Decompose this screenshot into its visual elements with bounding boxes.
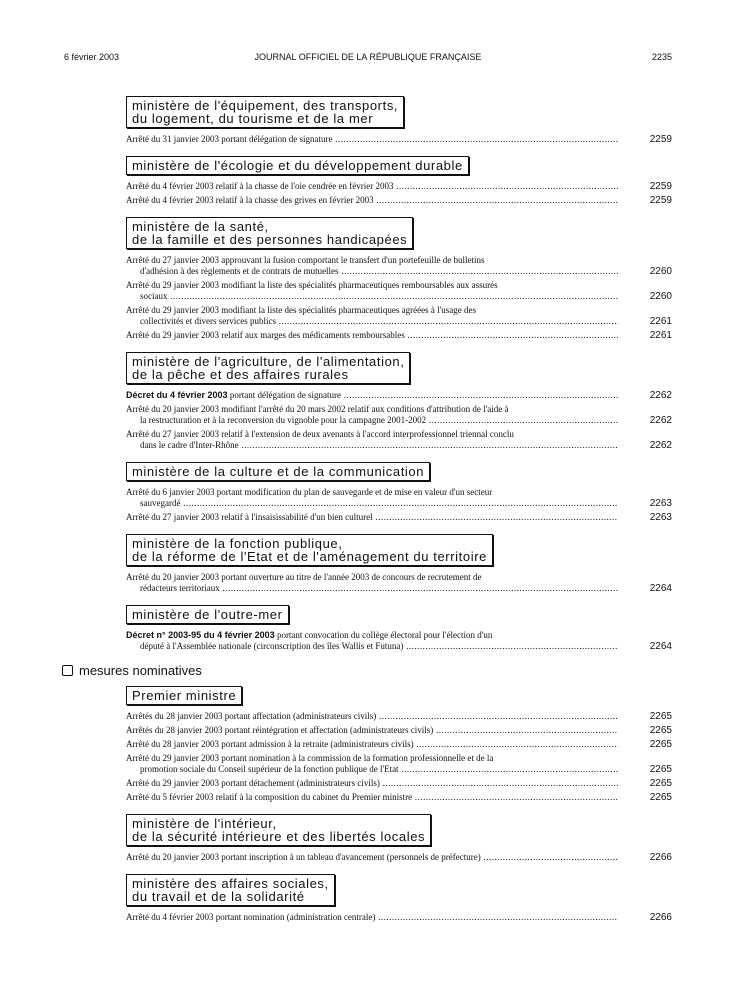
entry-bold-title: Décret du 4 février 2003 (126, 390, 228, 400)
toc-entry[interactable] (126, 912, 672, 923)
ministry-heading-line: de la réforme de l'Etat et de l'aménagement du territoire (132, 549, 487, 564)
entry-text (126, 404, 618, 426)
entry-text (126, 390, 618, 401)
entry-line-text: Arrêté du 31 janvier 2003 portant délégation de signature (126, 134, 333, 144)
entry-text-line (126, 852, 481, 862)
entry-line-text: d'adhésion à des règlements et de contrats de mutuelles (140, 266, 339, 276)
ministry-section (126, 217, 672, 341)
ministry-section (126, 874, 672, 923)
entry-page-number: 2259 (649, 134, 672, 145)
toc-entry[interactable] (126, 134, 672, 145)
entry-line-text: promotion sociale du Conseil supérieur de la fonction publique de l'Etat (140, 764, 399, 774)
entry-line-text: portant délégation de signature (227, 390, 342, 400)
entry-line-text: Arrêté du 6 janvier 2003 portant modification du plan de sauvegarde et de mise en valeur d'un secteur (126, 487, 493, 497)
entry-page-number: 2263 (649, 498, 672, 509)
toc-entry[interactable] (126, 404, 672, 426)
entry-page-number: 2265 (649, 711, 672, 722)
ministry-section (126, 814, 672, 863)
entry-text-line (126, 753, 618, 764)
entry-line-text: Arrêté du 29 janvier 2003 modifiant la liste des spécialités pharmaceutiques remboursables aux assurés (126, 280, 498, 290)
entry-line-text: portant convocation du collège électoral pour l'élection d'un (274, 630, 493, 640)
entry-page-number: 2262 (649, 415, 672, 426)
entry-line-text: Arrêté du 4 février 2003 relatif à la chasse de l'oie cendrée en février 2003 (126, 181, 394, 191)
ministry-heading-line: ministère de l'agriculture, de l'alimentation, (132, 354, 405, 369)
entry-text (126, 852, 618, 863)
entry-text-line (126, 280, 618, 291)
entry-text (126, 255, 618, 277)
entry-text (126, 330, 618, 341)
checkbox-square-icon (62, 665, 73, 676)
toc-entry[interactable] (126, 739, 672, 750)
entry-page-number: 2265 (649, 725, 672, 736)
entry-line-text: député à l'Assemblée nationale (circonscription des îles Wallis et Futuna) (140, 641, 404, 651)
ministry-section (126, 534, 672, 594)
toc-entry[interactable] (126, 792, 672, 803)
entry-text-line (126, 195, 374, 205)
ministry-heading-line: de la pêche et des affaires rurales (132, 367, 349, 382)
toc-entry[interactable] (126, 390, 672, 401)
page-header (64, 52, 672, 66)
toc-entry[interactable] (126, 711, 672, 722)
entry-line-text: Arrêté du 27 janvier 2003 approuvant la fusion comportant le transfert d'un portefeuille de bulletins (126, 255, 485, 265)
ministry-heading-line: ministère de la culture et de la communication (132, 464, 425, 479)
entry-text-line (126, 487, 618, 498)
ministry-heading (126, 96, 404, 128)
table-of-contents (79, 96, 672, 934)
entry-line-text: Arrêté du 4 février 2003 portant nomination (administration centrale) (126, 912, 376, 922)
entry-text (126, 429, 618, 451)
ministry-heading-line: ministère de la fonction publique, (132, 536, 343, 551)
entry-text-line (126, 583, 618, 594)
toc-entry[interactable] (126, 305, 672, 327)
entry-text-line (126, 512, 373, 522)
toc-entry[interactable] (126, 195, 672, 206)
entry-text (126, 630, 618, 652)
entry-text-line (126, 725, 433, 735)
entry-text-line (126, 181, 394, 191)
ministry-heading (126, 874, 335, 906)
entry-text (126, 739, 618, 750)
entry-page-number: 2261 (649, 330, 672, 341)
entry-text-line (126, 792, 412, 802)
ministry-heading (126, 686, 242, 705)
entry-page-number: 2259 (649, 181, 672, 192)
entry-page-number: 2266 (649, 912, 672, 923)
ministry-section (126, 462, 672, 523)
toc-entry[interactable] (126, 181, 672, 192)
entry-text-line (126, 440, 618, 451)
entry-text-line (126, 912, 375, 922)
entry-line-text: Arrêté du 20 janvier 2003 modifiant l'arrêté du 20 mars 2002 relatif aux conditions d'attribution de l'aide à (126, 404, 509, 414)
entry-line-text: Arrêté du 29 janvier 2003 portant détachement (administrateurs civils) (126, 778, 380, 788)
entry-line-text: Arrêtés du 28 janvier 2003 portant affectation (administrateurs civils) (126, 711, 377, 721)
ministry-section (126, 605, 672, 652)
toc-entry[interactable] (126, 512, 672, 523)
entry-text-line (126, 266, 618, 277)
entry-text-line (126, 711, 376, 721)
entry-text (126, 572, 618, 594)
entry-text-line (126, 316, 618, 327)
entry-text (126, 778, 618, 789)
entry-page-number: 2265 (649, 792, 672, 803)
ministry-heading (126, 352, 410, 384)
ministry-heading-line: du travail et de la solidarité (132, 889, 305, 904)
ministry-section (126, 352, 672, 451)
entry-page-number: 2266 (649, 852, 672, 863)
entry-line-text: Arrêtés du 28 janvier 2003 portant réintégration et affectation (administrateurs civils) (126, 725, 434, 735)
entry-text-line (126, 778, 380, 788)
entry-text-line (126, 390, 341, 400)
entry-text-line (126, 305, 618, 316)
entry-line-text: dans le cadre d'Inter-Rhône (140, 440, 239, 450)
ministry-heading-line: Premier ministre (132, 688, 237, 703)
entry-text (126, 134, 618, 145)
entry-bold-title: Décret n° 2003-95 du 4 février 2003 (126, 630, 275, 640)
entry-page-number: 2265 (649, 778, 672, 789)
ministry-heading (126, 814, 431, 846)
entry-page-number: 2263 (649, 512, 672, 523)
entry-text-line (126, 764, 618, 775)
sections-nominative (126, 686, 672, 923)
entry-text (126, 181, 618, 192)
entry-text (126, 195, 618, 206)
toc-entry[interactable] (126, 487, 672, 509)
entry-line-text: Arrêté du 27 janvier 2003 relatif à l'insaisissabilité d'un bien culturel (126, 512, 373, 522)
ministry-heading-line: ministère de l'écologie et du développement durable (132, 158, 463, 173)
entry-line-text: Arrêté du 5 février 2003 relatif à la composition du cabinet du Premier ministre (126, 792, 413, 802)
ministry-section (126, 96, 672, 145)
entry-line-text: sociaux (140, 291, 168, 301)
entry-page-number: 2260 (649, 266, 672, 277)
toc-entry[interactable] (126, 852, 672, 863)
entry-line-text: Arrêté du 29 janvier 2003 modifiant la liste des spécialités pharmaceutiques agréées à l'usage des (126, 305, 476, 315)
entry-text-line (126, 415, 618, 426)
ministry-heading (126, 217, 413, 249)
ministry-heading-line: ministère de la santé, (132, 219, 269, 234)
entry-page-number: 2262 (649, 440, 672, 451)
ministry-section (126, 686, 672, 803)
header-date: 6 février 2003 (64, 52, 120, 62)
ministry-heading (126, 534, 493, 566)
entry-page-number: 2265 (649, 764, 672, 775)
entry-text-line (126, 330, 405, 340)
entry-text-line (126, 498, 618, 509)
header-page-number: 2235 (651, 52, 672, 62)
toc-entry[interactable] (126, 429, 672, 451)
ministry-heading-line: du logement, du tourisme et de la mer (132, 111, 374, 126)
entry-page-number: 2262 (649, 390, 672, 401)
entry-line-text: Arrêté du 27 janvier 2003 relatif à l'extension de deux avenants à l'accord interprofessionnel triennal conclu (126, 429, 514, 439)
entry-text (126, 305, 618, 327)
entry-text (126, 512, 618, 523)
entry-text (126, 711, 618, 722)
entry-text-line (126, 739, 414, 749)
ministry-heading-line: ministère de l'outre-mer (132, 607, 283, 622)
entry-text (126, 280, 618, 302)
ministry-heading (126, 605, 289, 624)
entry-text-line (126, 630, 618, 641)
toc-entry[interactable] (126, 330, 672, 341)
entry-text (126, 753, 618, 775)
entry-page-number: 2260 (649, 291, 672, 302)
entry-line-text: Arrêté du 20 janvier 2003 portant ouverture au titre de l'année 2003 de concours de recrutement de (126, 572, 482, 582)
entry-text (126, 912, 618, 923)
toc-entry[interactable] (126, 572, 672, 594)
entry-line-text: rédacteurs territoriaux (140, 583, 220, 593)
ministry-heading-line: ministère de l'intérieur, (132, 816, 277, 831)
header-title: JOURNAL OFFICIEL DE LA RÉPUBLIQUE FRANÇAISE (254, 52, 482, 62)
entry-page-number: 2261 (649, 316, 672, 327)
ministry-heading (126, 156, 469, 175)
entry-text-line (126, 255, 618, 266)
toc-entry[interactable] (126, 753, 672, 775)
category-label: mesures nominatives (79, 663, 202, 678)
entry-text (126, 792, 618, 803)
toc-entry[interactable] (126, 630, 672, 652)
toc-entry[interactable] (126, 280, 672, 302)
category-heading (62, 663, 608, 678)
entry-line-text: Arrêté du 29 janvier 2003 portant nomination à la commission de la formation professionnelle et de la (126, 753, 494, 763)
ministry-section (126, 156, 672, 206)
ministry-heading-line: ministère des affaires sociales, (132, 876, 329, 891)
entry-page-number: 2264 (649, 641, 672, 652)
entry-page-number: 2264 (649, 583, 672, 594)
entry-text (126, 487, 618, 509)
entry-line-text: collectivités et divers services publics (140, 316, 276, 326)
entry-text-line (126, 291, 618, 302)
entry-page-number: 2265 (649, 739, 672, 750)
entry-line-text: Arrêté du 20 janvier 2003 portant inscription à un tableau d'avancement (personnels de préfecture) (126, 852, 481, 862)
entry-line-text: Arrêté du 29 janvier 2003 relatif aux marges des médicaments remboursables (126, 330, 405, 340)
ministry-heading (126, 462, 430, 481)
sections-general (126, 96, 672, 652)
entry-text-line (126, 429, 618, 440)
entry-text (126, 725, 618, 736)
entry-line-text: la restructuration et à la reconversion du vignoble pour la campagne 2001-2002 (140, 415, 427, 425)
ministry-heading-line: ministère de l'équipement, des transports, (132, 98, 399, 113)
entry-line-text: Arrêté du 28 janvier 2003 portant admission à la retraite (administrateurs civils) (126, 739, 414, 749)
entry-text-line (126, 641, 618, 652)
entry-line-text: sauvegardé (140, 498, 181, 508)
entry-text-line (126, 404, 618, 415)
toc-entry[interactable] (126, 255, 672, 277)
entry-page-number: 2259 (649, 195, 672, 206)
toc-entry[interactable] (126, 778, 672, 789)
entry-line-text: Arrêté du 4 février 2003 relatif à la chasse des grives en février 2003 (126, 195, 374, 205)
toc-entry[interactable] (126, 725, 672, 736)
entry-text-line (126, 134, 332, 144)
entry-text-line (126, 572, 618, 583)
ministry-heading-line: de la famille et des personnes handicapées (132, 232, 408, 247)
ministry-heading-line: de la sécurité intérieure et des libertés locales (132, 829, 426, 844)
